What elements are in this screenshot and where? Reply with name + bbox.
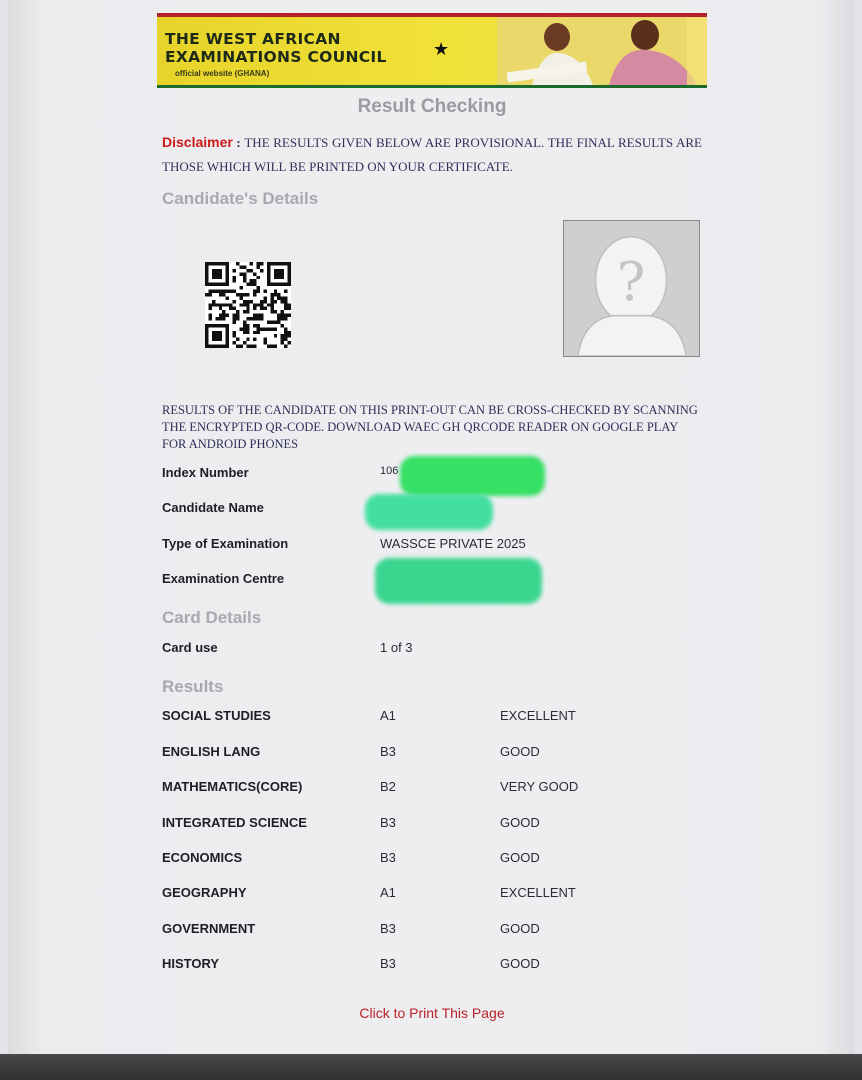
star-icon: ★	[433, 39, 450, 59]
result-remark: EXCELLENT	[500, 885, 576, 900]
banner-title: THE WEST AFRICAN EXAMINATIONS COUNCIL	[165, 30, 387, 66]
result-remark: GOOD	[500, 815, 540, 830]
results-heading: Results	[162, 677, 224, 696]
candidate-details-heading: Candidate's Details	[162, 189, 319, 208]
result-remark: GOOD	[500, 921, 540, 936]
bottom-bar	[0, 1054, 862, 1080]
print-page-link[interactable]: Click to Print This Page	[359, 1005, 505, 1021]
result-subject: MATHEMATICS(CORE)	[162, 779, 303, 794]
result-grade: A1	[380, 885, 396, 900]
qr-scan-note: RESULTS OF THE CANDIDATE ON THIS PRINT-OUT CAN BE CROSS-CHECKED BY SCANNING THE ENCRYPTED QR-CODE. DOWNLOAD WAEC GH QRCODE READER ON GOOGLE PLAY FOR ANDROID PHONES	[162, 403, 698, 451]
result-remark: EXCELLENT	[500, 708, 576, 723]
result-subject: ECONOMICS	[162, 850, 243, 865]
result-grade: B3	[380, 956, 396, 971]
page-title: Result Checking	[357, 96, 507, 117]
index-number-label: Index Number	[162, 465, 249, 480]
students-photo	[497, 17, 707, 85]
disclaimer-label: Disclaimer	[162, 134, 233, 150]
result-remark: GOOD	[500, 744, 540, 759]
card-use-label: Card use	[162, 640, 218, 655]
redaction-name	[365, 494, 493, 530]
result-subject: GOVERNMENT	[162, 921, 256, 936]
disclaimer-separator: :	[232, 135, 245, 150]
disclaimer	[162, 130, 702, 179]
result-grade: B3	[380, 921, 396, 936]
result-grade: B3	[380, 744, 396, 759]
result-grade: B3	[380, 850, 396, 865]
candidate-name-label: Candidate Name	[162, 500, 264, 515]
redaction-centre	[375, 558, 542, 604]
exam-type-value: WASSCE PRIVATE 2025	[380, 536, 526, 551]
result-grade: A1	[380, 708, 396, 723]
result-remark: VERY GOOD	[500, 779, 579, 794]
exam-centre-label: Examination Centre	[162, 571, 285, 586]
result-subject: SOCIAL STUDIES	[162, 708, 271, 723]
redaction-index	[400, 456, 545, 496]
banner-subtitle: official website (GHANA)	[175, 69, 270, 78]
exam-type-label: Type of Examination	[162, 536, 289, 551]
result-remark: GOOD	[500, 850, 540, 865]
card-use-value: 1 of 3	[380, 640, 413, 655]
result-remark: GOOD	[500, 956, 540, 971]
waec-banner	[157, 13, 707, 88]
result-grade: B3	[380, 815, 396, 830]
candidate-photo-placeholder	[563, 220, 700, 357]
result-subject: ENGLISH LANG	[162, 744, 261, 759]
result-grade: B2	[380, 779, 396, 794]
result-subject: HISTORY	[162, 956, 220, 971]
card-details-heading: Card Details	[162, 608, 262, 627]
index-number-value: 106	[380, 465, 399, 477]
result-subject: INTEGRATED SCIENCE	[162, 815, 307, 830]
result-subject: GEOGRAPHY	[162, 885, 247, 900]
svg-text:?: ?	[616, 250, 646, 313]
disclaimer-text: THE RESULTS GIVEN BELOW ARE PROVISIONAL. THE FINAL RESULTS ARE THOSE WHICH WILL BE PRINTED ON YOUR CERTIFICATE.	[162, 135, 702, 174]
qr-code	[205, 262, 291, 348]
